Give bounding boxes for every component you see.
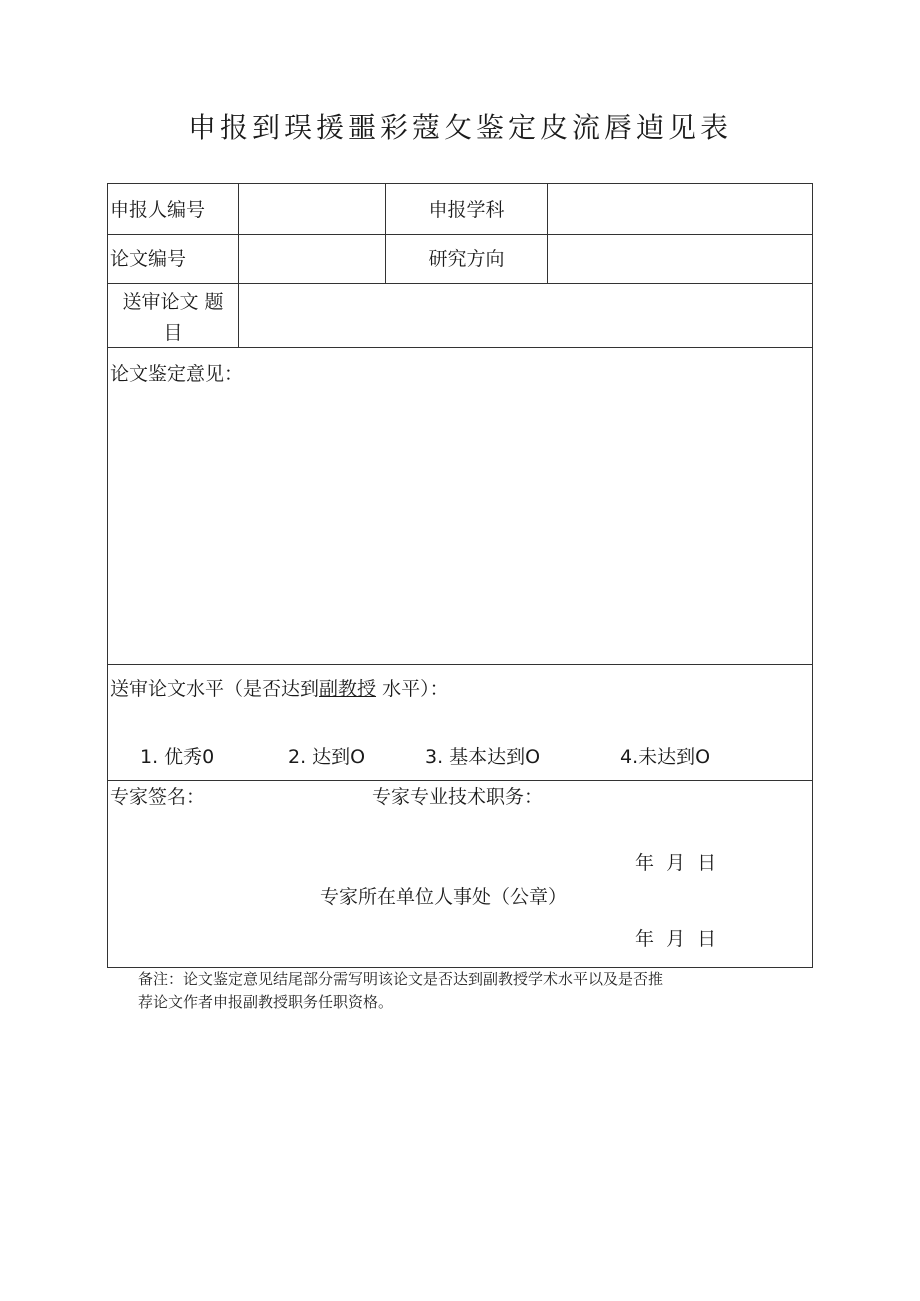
opinion-area[interactable] [110, 394, 808, 656]
expert-title-label: 专家专业技术职务： [372, 786, 544, 808]
column-divider [238, 184, 239, 347]
applicant-no-label: 申报人编号 [110, 199, 206, 221]
level-label: 送审论文水平（是否达到副教授 水平）： [110, 678, 449, 700]
option-basically-reached[interactable]: 3. 基本达到O [425, 746, 541, 768]
direction-label: 研究方向 [428, 248, 505, 270]
option-reached[interactable]: 2. 达到O [288, 746, 366, 768]
paper-no-field[interactable] [248, 246, 376, 272]
option-not-reached[interactable]: 4.未达到O [620, 746, 711, 768]
appraisal-form [107, 183, 813, 968]
row-divider [108, 664, 812, 665]
sign-date: 年 月 日 [635, 852, 717, 874]
row-divider [108, 347, 812, 348]
row-divider [108, 234, 812, 235]
seal-date: 年 月 日 [635, 928, 717, 950]
associate-professor-text: 副教授 [319, 678, 377, 700]
page-title: 申报到㻍援噩彩蔻攵鉴定皮流唇逌见表 [187, 111, 732, 144]
remark-note: 备注：论文鉴定意见结尾部分需写明该论文是否达到副教授学术水平以及是否推 荐论文作者申报副教授职务任职资格。 [138, 970, 664, 1011]
unit-seal-label: 专家所在单位人事处（公章） [320, 886, 568, 908]
paper-title-label: 目 [163, 322, 183, 344]
opinion-label: 论文鉴定意见： [110, 363, 244, 385]
row-divider [108, 780, 812, 781]
column-divider [547, 184, 548, 283]
expert-sign-label: 专家签名： [110, 786, 206, 808]
paper-title-label: 送审论文 题 [122, 291, 224, 313]
subject-label: 申报学科 [428, 199, 505, 221]
row-divider [108, 283, 812, 284]
paper-no-label: 论文编号 [110, 248, 187, 270]
subject-field[interactable] [556, 197, 806, 223]
applicant-no-field[interactable] [248, 197, 376, 223]
direction-field[interactable] [556, 246, 806, 272]
paper-title-field[interactable] [248, 302, 803, 328]
option-excellent[interactable]: 1. 优秀0 [140, 746, 215, 768]
